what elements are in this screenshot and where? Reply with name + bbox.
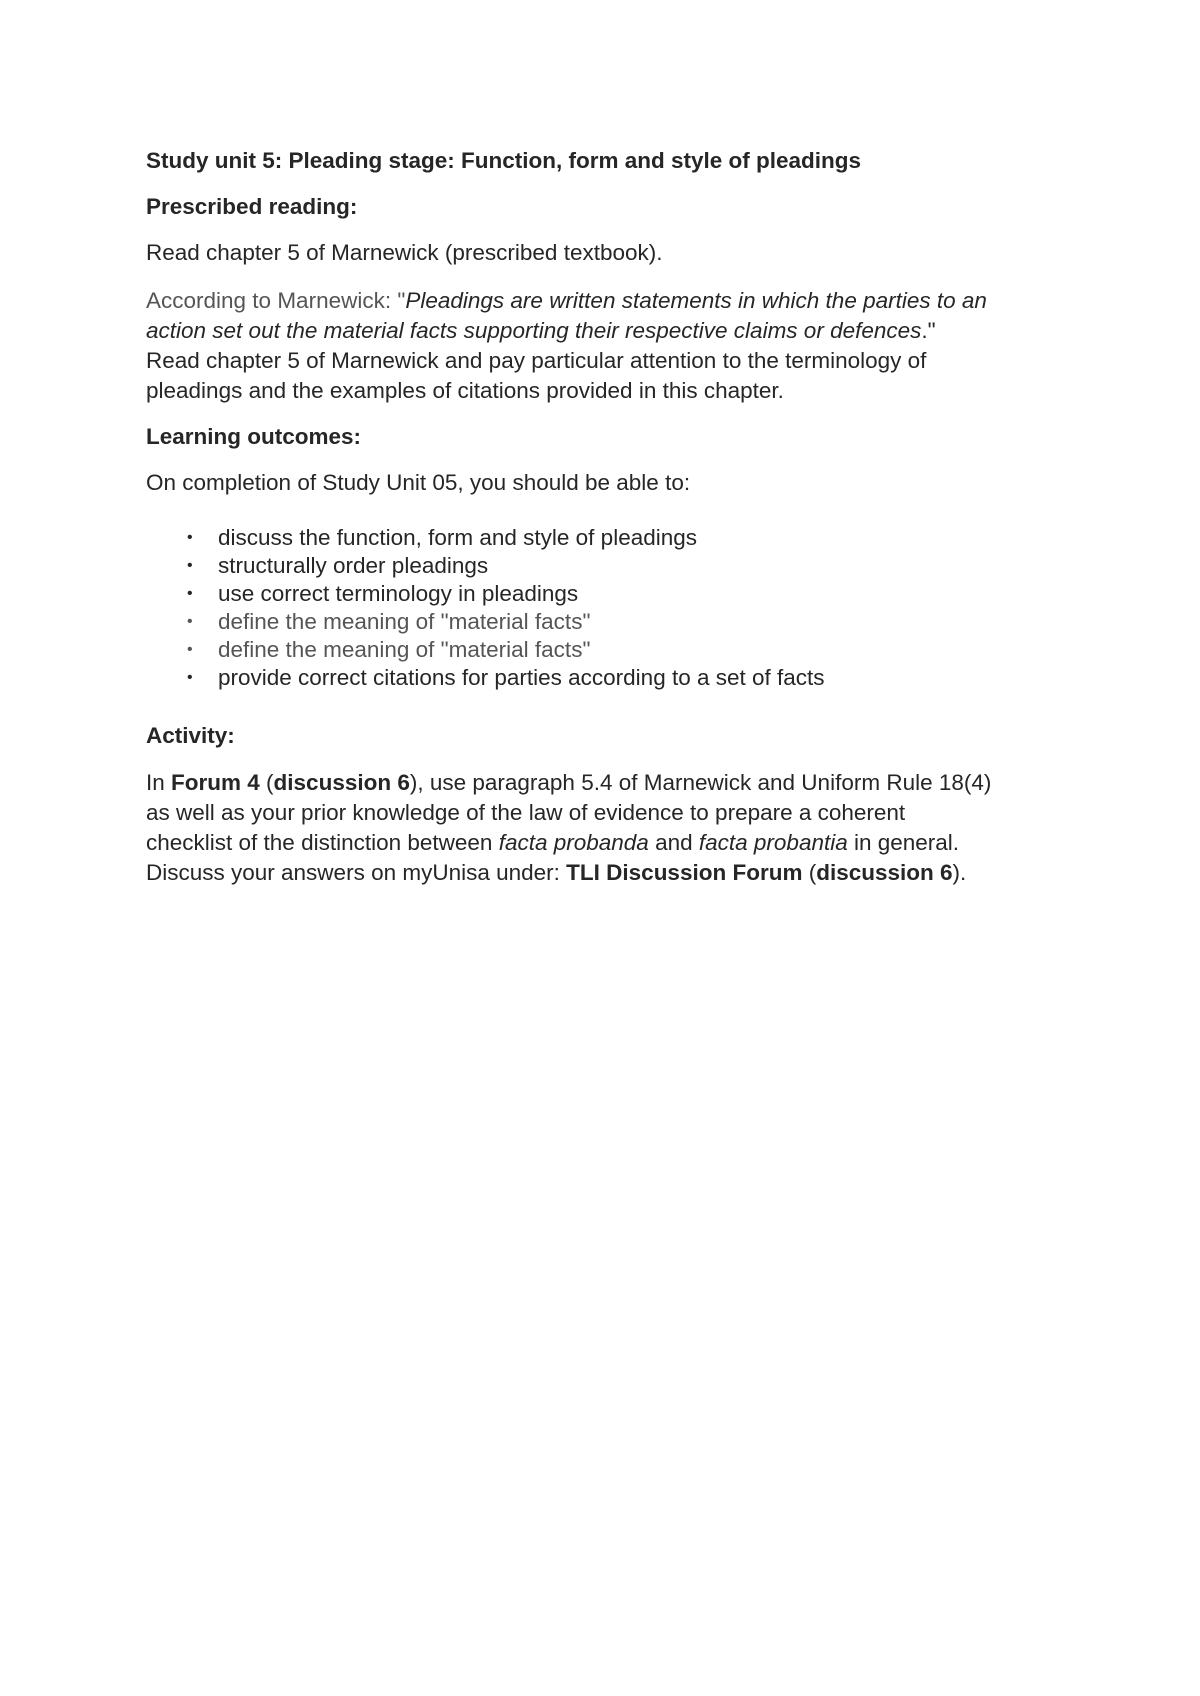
list-item — [146, 580, 1086, 608]
outcome-text: define the meaning of "material facts" — [218, 609, 591, 634]
bullet-icon: • — [187, 641, 193, 658]
list-item — [146, 524, 1086, 552]
activity-text: ), use paragraph 5.4 of Marnewick and Uniform Rule 18(4) — [409, 770, 992, 795]
outcome-text: provide correct citations for parties according to a set of facts — [218, 665, 825, 690]
reading-instruction-line-2: pleadings and the examples of citations provided in this chapter. — [146, 378, 784, 403]
bullet-icon: • — [187, 613, 193, 630]
tli-discussion-forum-label: TLI Discussion Forum — [566, 860, 809, 885]
outcome-text: use correct terminology in pleadings — [218, 581, 579, 606]
list-item — [146, 636, 1086, 664]
page-title: Study unit 5: Pleading stage: Function, form and style of pleadings — [146, 148, 862, 173]
quote-end: ." — [921, 318, 936, 343]
bullet-icon: • — [187, 557, 193, 574]
quote-line-1 — [146, 286, 1086, 316]
list-item — [146, 608, 1086, 636]
activity-text: In — [146, 770, 172, 795]
reading-instruction-line-1: Read chapter 5 of Marnewick and pay particular attention to the terminology of — [146, 348, 927, 373]
quote-line-2 — [146, 316, 1086, 346]
learning-outcomes-list — [146, 524, 1086, 692]
discussion-label: discussion 6 — [816, 860, 953, 885]
bullet-icon: • — [187, 585, 193, 602]
discussion-label: discussion 6 — [273, 770, 410, 795]
activity-line-2: as well as your prior knowledge of the law of evidence to prepare a coherent — [146, 800, 906, 825]
marnewick-quote-paragraph — [146, 286, 1086, 406]
activity-text: and — [648, 830, 699, 855]
activity-paragraph — [146, 768, 1086, 888]
bullet-icon: • — [187, 529, 193, 546]
activity-line-4 — [146, 858, 1086, 888]
quote-text-1: Pleadings are written statements in which the parties to an — [405, 288, 987, 313]
activity-text: in general. — [847, 830, 960, 855]
outcome-text: discuss the function, form and style of pleadings — [218, 525, 698, 550]
activity-text: ). — [952, 860, 967, 885]
forum-label: Forum 4 — [171, 770, 260, 795]
activity-text: ( — [259, 770, 274, 795]
outcome-text: structurally order pleadings — [218, 553, 489, 578]
facta-probanda-term: facta probanda — [498, 830, 649, 855]
activity-text: ( — [808, 860, 817, 885]
activity-line-3 — [146, 828, 1086, 858]
activity-text: checklist of the distinction between — [146, 830, 499, 855]
learning-outcomes-heading: Learning outcomes: — [146, 424, 362, 449]
prescribed-reading-text: Read chapter 5 of Marnewick (prescribed textbook). — [146, 240, 663, 265]
outcome-text: define the meaning of "material facts" — [218, 637, 591, 662]
prescribed-reading-heading: Prescribed reading: — [146, 194, 358, 219]
activity-line-1 — [146, 768, 1086, 798]
activity-heading: Activity: — [146, 723, 235, 748]
list-item — [146, 664, 1086, 692]
facta-probantia-term: facta probantia — [698, 830, 848, 855]
learning-outcomes-intro: On completion of Study Unit 05, you should be able to: — [146, 470, 691, 495]
activity-text: Discuss your answers on myUnisa under: — [146, 860, 567, 885]
quote-text-2: action set out the material facts supporting their respective claims or defences — [146, 318, 922, 343]
bullet-icon: • — [187, 669, 193, 686]
list-item — [146, 552, 1086, 580]
quote-intro: According to Marnewick: " — [146, 288, 406, 313]
